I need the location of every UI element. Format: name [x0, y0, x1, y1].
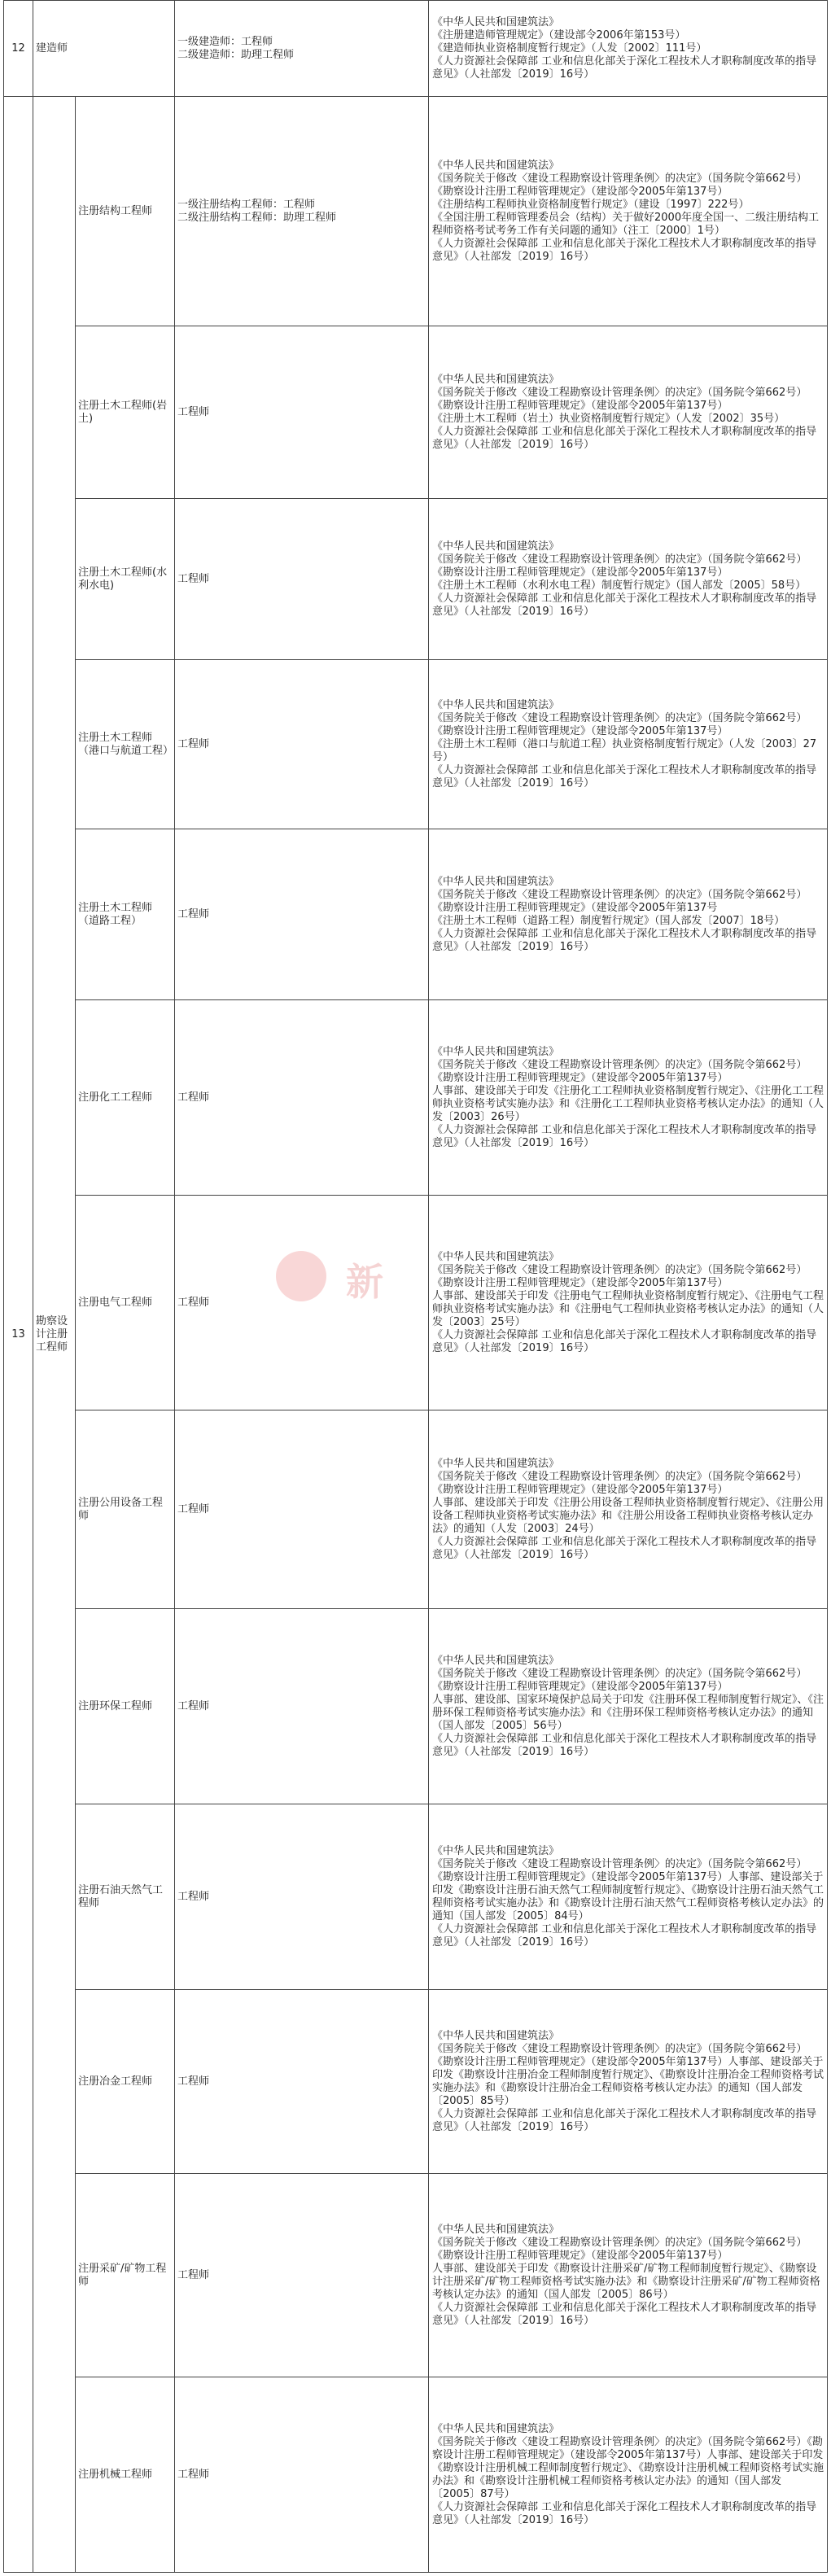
level-mapping: 工程师: [175, 2174, 429, 2377]
table-row: [4, 326, 828, 499]
sub-qualification-name: 注册机械工程师: [76, 2377, 175, 2573]
basis-document: 《中华人民共和国建筑法》 《国务院关于修改〈建设工程勘察设计管理条例〉的决定》（国务院令第662号） 《勘察设计注册工程师管理规定》（建设部令2005年第137号）人事部、建设部关于印发《勘察设计注册冶金工程师制度暂行规定》、《勘察设计注册冶金工程师资格考试实施办法》和《勘察设计注册冶金工程师资格考核认定办法》的通知（国人部发〔2005〕85号） 《人力资源社会保障部 工业和信息化部关于深化工程技术人才职称制度改革的指导意见》（人社部发〔2019〕16号）: [429, 1990, 828, 2174]
table-row: [4, 1609, 828, 1804]
basis-document: 《中华人民共和国建筑法》 《国务院关于修改〈建设工程勘察设计管理条例〉的决定》（国务院令第662号） 《勘察设计注册工程师管理规定》（建设部令2005年第137号） 人事部、建设部关于印发《注册公用设备工程师执业资格制度暂行规定》、《注册公用设备工程师执业资格考试实施办法》和《注册公用设备工程师执业资格考核认定办法》的通知（人发〔2003〕24号） 《人力资源社会保障部 工业和信息化部关于深化工程技术人才职称制度改革的指导意见》（人社部发〔2019〕16号）: [429, 1410, 828, 1609]
sub-qualification-name: 注册化工工程师: [76, 1000, 175, 1196]
table-row: [4, 829, 828, 1000]
sub-qualification-name: 注册公用设备工程师: [76, 1410, 175, 1609]
table-row: [4, 1000, 828, 1196]
level-mapping: 工程师: [175, 1410, 429, 1609]
level-mapping: 一级注册结构工程师：工程师 二级注册结构工程师：助理工程师: [175, 97, 429, 326]
sub-qualification-name: 注册采矿/矿物工程师: [76, 2174, 175, 2377]
watermark-text: 新: [346, 1260, 387, 1304]
table-row: [4, 1196, 828, 1410]
basis-document: 《中华人民共和国建筑法》 《注册建造师管理规定》（建设部令2006年第153号） 《建造师执业资格制度暂行规定》（人发〔2002〕111号） 《人力资源社会保障部 工业和信息化部关于深化工程技术人才职称制度改革的指导意见》（人社部发〔2019〕16号）: [429, 1, 828, 97]
table-row: [4, 97, 828, 326]
basis-document: 《中华人民共和国建筑法》 《国务院关于修改〈建设工程勘察设计管理条例〉的决定》（国务院令第662号） 《勘察设计注册工程师管理规定》（建设部令2005年第137号） 《注册土木工程师（岩土）执业资格制度暂行规定》（人发〔2002〕35号） 《人力资源社会保障部 工业和信息化部关于深化工程技术人才职称制度改革的指导意见》（人社部发〔2019〕16号）: [429, 326, 828, 499]
basis-document: 《中华人民共和国建筑法》 《国务院关于修改〈建设工程勘察设计管理条例〉的决定》（国务院令第662号） 《勘察设计注册工程师管理规定》（建设部令2005年第137号） 人事部、建设部关于印发《勘察设计注册采矿/矿物工程师制度暂行规定》、《勘察设计注册采矿/矿物工程师资格考试实施办法》和《勘察设计注册采矿/矿物工程师资格考核认定办法》的通知（国人部发〔2005〕86号） 《人力资源社会保障部 工业和信息化部关于深化工程技术人才职称制度改革的指导意见》（人社部发〔2019〕16号）: [429, 2174, 828, 2377]
table-row: [4, 1990, 828, 2174]
level-mapping: 工程师: [175, 1000, 429, 1196]
basis-document: 《中华人民共和国建筑法》 《国务院关于修改〈建设工程勘察设计管理条例〉的决定》（国务院令第662号） 《勘察设计注册工程师管理规定》（建设部令2005年第137号） 人事部、建设部、国家环境保护总局关于印发《注册环保工程师制度暂行规定》、《注册环保工程师资格考试实施办法》和《注册环保工程师资格考核认定办法》的通知（国人部发〔2005〕56号） 《人力资源社会保障部 工业和信息化部关于深化工程技术人才职称制度改革的指导意见》（人社部发〔2019〕16号）: [429, 1609, 828, 1804]
sub-qualification-name: 注册土木工程师(岩土): [76, 326, 175, 499]
qualification-title: 建造师: [33, 1, 175, 97]
table-row: [4, 2174, 828, 2377]
level-mapping: 工程师: [175, 326, 429, 499]
basis-document: 《中华人民共和国建筑法》 《国务院关于修改〈建设工程勘察设计管理条例〉的决定》（国务院令第662号） 《勘察设计注册工程师管理规定》（建设部令2005年第137号） 《注册结构工程师执业资格制度暂行规定》（建设〔1997〕222号） 《全国注册工程师管理委员会（结构）关于做好2000年度全国一、二级注册结构工程师资格考试考务工作有关问题的通知》（注工〔2000〕1号） 《人力资源社会保障部 工业和信息化部关于深化工程技术人才职称制度改革的指导意见》（人社部发〔2019〕16号）: [429, 97, 828, 326]
basis-document: 《中华人民共和国建筑法》 《国务院关于修改〈建设工程勘察设计管理条例〉的决定》（国务院令第662号） 《勘察设计注册工程师管理规定》（建设部令2005年第137号）人事部、建设部关于印发《勘察设计注册石油天然气工程师制度暂行规定》、《勘察设计注册石油天然气工程师资格考试实施办法》和《勘察设计注册石油天然气工程师资格考核认定办法》的通知（国人部发〔2005〕84号） 《人力资源社会保障部 工业和信息化部关于深化工程技术人才职称制度改革的指导意见》（人社部发〔2019〕16号）: [429, 1804, 828, 1990]
sub-qualification-name: 注册土木工程师(水利水电): [76, 499, 175, 660]
qualification-title: 勘察设计注册工程师: [33, 97, 76, 2573]
level-mapping: 一级建造师：工程师 二级建造师：助理工程师: [175, 1, 429, 97]
table-body: [4, 1, 828, 2573]
row-number: 13: [4, 97, 33, 2573]
table-row: [4, 499, 828, 660]
level-mapping: 工程师: [175, 1804, 429, 1990]
basis-document: 《中华人民共和国建筑法》 《国务院关于修改〈建设工程勘察设计管理条例〉的决定》（国务院令第662号） 《勘察设计注册工程师管理规定》（建设部令2005年第137号） 人事部、建设部关于印发《注册化工工程师执业资格制度暂行规定》、《注册化工工程师执业资格考试实施办法》和《注册化工工程师执业资格考核认定办法》的通知（人发〔2003〕26号） 《人力资源社会保障部 工业和信息化部关于深化工程技术人才职称制度改革的指导意见》（人社部发〔2019〕16号）: [429, 1000, 828, 1196]
level-mapping: 工程师: [175, 1990, 429, 2174]
basis-document: 《中华人民共和国建筑法》 《国务院关于修改〈建设工程勘察设计管理条例〉的决定》（国务院令第662号）《勘察设计注册工程师管理规定》（建设部令2005年第137号）人事部、建设部关于印发《勘察设计注册机械工程师制度暂行规定》、《勘察设计注册机械工程师资格考试实施办法》和《勘察设计注册机械工程师资格考核认定办法》的通知（国人部发〔2005〕87号） 《人力资源社会保障部 工业和信息化部关于深化工程技术人才职称制度改革的指导意见》（人社部发〔2019〕16号）: [429, 2377, 828, 2573]
level-mapping: 工程师: [175, 2377, 429, 2573]
level-mapping: 工程师: [175, 499, 429, 660]
level-mapping: 工程师: [175, 829, 429, 1000]
sub-qualification-name: 注册土木工程师（港口与航道工程）: [76, 660, 175, 829]
sub-qualification-name: 注册冶金工程师: [76, 1990, 175, 2174]
row-number: 12: [4, 1, 33, 97]
qualification-table: [3, 0, 828, 2573]
sub-qualification-name: 注册结构工程师: [76, 97, 175, 326]
basis-document: 《中华人民共和国建筑法》 《国务院关于修改〈建设工程勘察设计管理条例〉的决定》（国务院令第662号） 《勘察设计注册工程师管理规定》（建设部令2005年第137号） 《注册土木工程师（港口与航道工程）执业资格制度暂行规定》（人发〔2003〕27号） 《人力资源社会保障部 工业和信息化部关于深化工程技术人才职称制度改革的指导意见》（人社部发〔2019〕16号）: [429, 660, 828, 829]
sub-qualification-name: 注册土木工程师（道路工程）: [76, 829, 175, 1000]
level-mapping: 工程师: [175, 1609, 429, 1804]
table-row: [4, 2377, 828, 2573]
level-mapping: 工程师: [175, 1196, 429, 1410]
table-row: [4, 660, 828, 829]
basis-document: 《中华人民共和国建筑法》 《国务院关于修改〈建设工程勘察设计管理条例〉的决定》（国务院令第662号） 《勘察设计注册工程师管理规定》（建设部令2005年第137号） 人事部、建设部关于印发《注册电气工程师执业资格制度暂行规定》、《注册电气工程师执业资格考试实施办法》和《注册电气工程师执业资格考核认定办法》的通知（人发〔2003〕25号） 《人力资源社会保障部 工业和信息化部关于深化工程技术人才职称制度改革的指导意见》（人社部发〔2019〕16号）: [429, 1196, 828, 1410]
sub-qualification-name: 注册石油天然气工程师: [76, 1804, 175, 1990]
sub-qualification-name: 注册环保工程师: [76, 1609, 175, 1804]
table-row: [4, 1410, 828, 1609]
table-row: [4, 1, 828, 97]
sub-qualification-name: 注册电气工程师: [76, 1196, 175, 1410]
level-mapping: 工程师: [175, 660, 429, 829]
basis-document: 《中华人民共和国建筑法》 《国务院关于修改〈建设工程勘察设计管理条例〉的决定》（国务院令第662号） 《勘察设计注册工程师管理规定》（建设部令2005年第137号） 《注册土木工程师（水利水电工程）制度暂行规定》（国人部发〔2005〕58号） 《人力资源社会保障部 工业和信息化部关于深化工程技术人才职称制度改革的指导意见》（人社部发〔2019〕16号）: [429, 499, 828, 660]
basis-document: 《中华人民共和国建筑法》 《国务院关于修改〈建设工程勘察设计管理条例〉的决定》（国务院令第662号） 《勘察设计注册工程师管理规定》（建设部令2005年第137号 《注册土木工程师（道路工程）制度暂行规定》（国人部发〔2007〕18号） 《人力资源社会保障部 工业和信息化部关于深化工程技术人才职称制度改革的指导意见》（人社部发〔2019〕16号）: [429, 829, 828, 1000]
table-row: [4, 1804, 828, 1990]
